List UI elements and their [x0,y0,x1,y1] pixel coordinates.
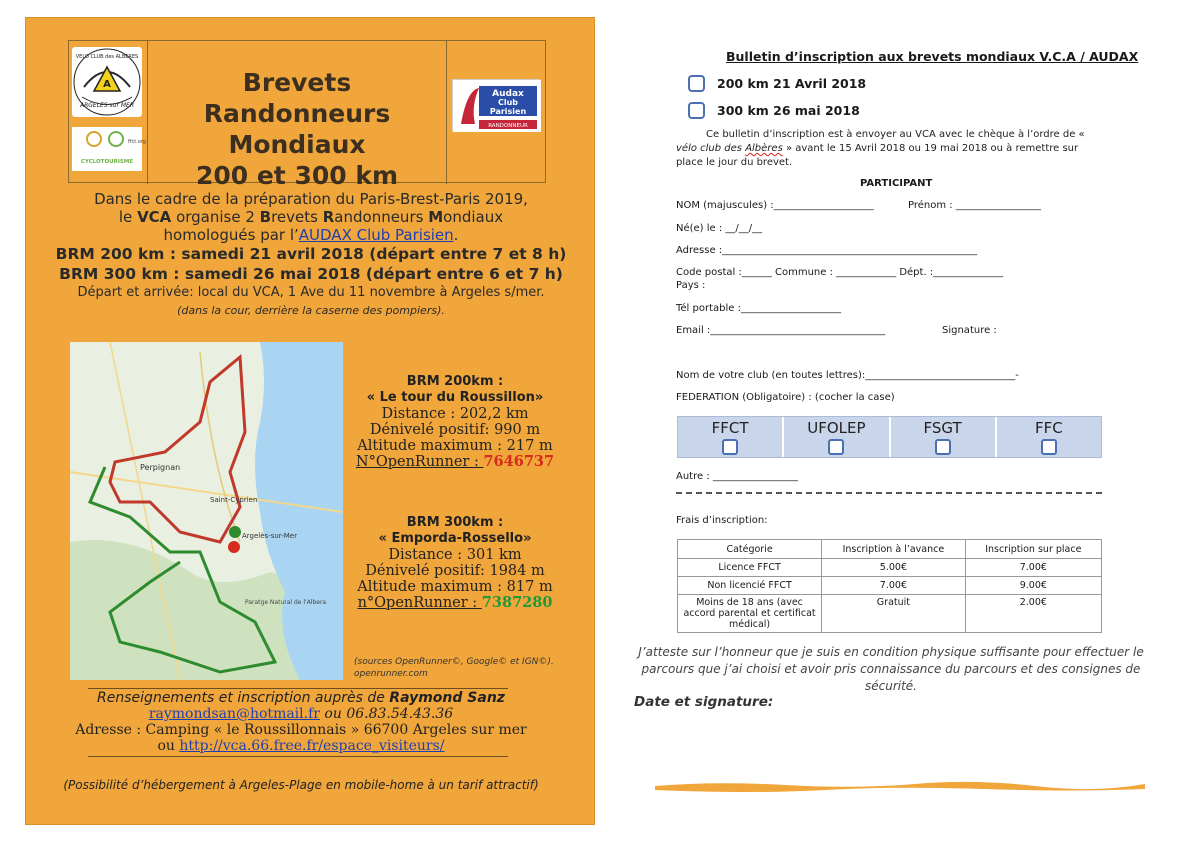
date-signature-label: Date et signature: [634,694,774,710]
route-map [70,342,343,680]
birthdate-field[interactable]: Né(e) le : __/__/__ [676,223,763,234]
form-title: Bulletin d’inscription aux brevets mondiaux V.C.A / AUDAX [726,49,1139,64]
svg-text:Parisien: Parisien [489,107,527,116]
address-field[interactable]: Adresse :___________________________________________________ [676,245,978,256]
route-name: « Le tour du Roussillon» [366,390,544,405]
route-distance: Distance : 202,2 km [381,406,529,422]
attestation-text: J’atteste sur l’honneur que je suis en condition physique suffisante pour effectuer le parcours que j’ai choisi et avoir pris connaissance du parcours et des consignes de sécurité. [638,645,1144,693]
intro-line: homologués par l’AUDAX Club Parisien. [163,226,459,244]
option-label: 300 km 26 mai 2018 [717,103,860,118]
federation-option[interactable] [678,417,784,457]
divider [88,688,508,689]
signature-label: Signature : [942,325,997,336]
title-line: Brevets [242,68,352,97]
audax-club-logo [452,79,540,131]
route-elevation: Dénivelé positif: 990 m [369,422,541,438]
contact-line: raymondsan@hotmail.fr ou 06.83.54.43.36 [148,706,454,722]
route-200-info [350,374,560,470]
contact-info [46,690,556,754]
fees-heading: Frais d’inscription: [676,515,768,526]
title-line: Randonneurs Mondiaux [203,99,391,159]
option-200km[interactable] [688,75,866,92]
checkbox-300km[interactable] [688,102,705,119]
table-row: Licence FFCT 5.00€ 7.00€ [678,559,1102,577]
federation-name: FFC [1035,419,1063,437]
column-header: Inscription à l’avance [822,540,965,559]
federation-name: UFOLEP [807,419,866,437]
svg-text:CYCLOTOURISME: CYCLOTOURISME [80,159,134,165]
start-location: Départ et arrivée: local du VCA, 1 Ave du 11 novembre à Argeles s/mer. [77,285,545,300]
name-field[interactable]: NOM (majuscules) :____________________ [676,200,874,211]
openrunner-link[interactable]: N°OpenRunner : 7646737 [355,453,555,470]
route-altitude: Altitude maximum : 217 m [357,438,553,454]
map-label: Paratge Natural de l'Albera [245,599,327,606]
divider [88,756,508,757]
club-field[interactable]: Nom de votre club (en toutes lettres):______________________________- [676,370,1019,381]
federation-option[interactable] [784,417,890,457]
svg-text:Audax: Audax [492,89,524,99]
route-title: BRM 200km : [406,374,504,389]
federation-choices [677,416,1102,458]
audax-link[interactable]: AUDAX Club Parisien [298,226,454,244]
flyer-title [148,67,446,191]
route-altitude: Altitude maximum : 817 m [357,579,553,595]
openrunner-link[interactable]: n°OpenRunner : 7387280 [357,594,553,611]
fees-table [677,539,1102,633]
svg-text:ARGELES sur MER: ARGELES sur MER [79,102,135,109]
phone-field[interactable]: Tél portable :____________________ [676,303,841,314]
svg-text:A: A [103,79,111,90]
decorative-brushstroke [655,778,1145,794]
federation-label: FEDERATION (Obligatoire) : (cocher la case) [676,392,895,403]
route-elevation: Dénivelé positif: 1984 m [365,563,545,579]
federation-name: FFCT [711,419,749,437]
federation-checkbox[interactable] [935,439,951,455]
other-federation-field[interactable]: Autre : _________________ [676,471,798,482]
divider [676,492,1102,494]
lodging-note: (Possibilité d’hébergement à Argeles-Plage en mobile-home à un tarif attractif) [63,778,539,792]
flyer-header [68,40,546,190]
vca-club-logo [72,47,142,117]
map-label: Argelès-sur-Mer [242,532,297,540]
table-header-row [678,540,1102,559]
route-300-info [350,515,560,611]
participant-heading: PARTICIPANT [860,178,933,189]
email-field[interactable]: Email :___________________________________ [676,325,886,336]
route-name: « Emporda-Rossello» [378,531,532,546]
registration-form [630,40,1150,830]
svg-text:Club: Club [497,98,519,107]
map-label: Perpignan [140,463,181,472]
table-row: Non licencié FFCT 7.00€ 9.00€ [678,577,1102,595]
table-row: Moins de 18 ans (avec accord parental et certificat médical) Gratuit 2.00€ [678,595,1102,633]
contact-address: Adresse : Camping « le Roussillonnais » 66700 Argeles sur mer [75,722,527,738]
contact-line: ou http://vca.66.free.fr/espace_visiteurs/ [157,738,445,754]
route-title: BRM 300km : [406,515,504,530]
intro-line: le VCA organise 2 Brevets Randonneurs Mondiaux [118,208,504,226]
federation-checkbox[interactable] [828,439,844,455]
svg-text:ffct.org: ffct.org [128,139,146,145]
route-distance: Distance : 301 km [388,547,522,563]
federation-checkbox[interactable] [1041,439,1057,455]
federation-option[interactable] [997,417,1101,457]
form-instruction: Ce bulletin d’inscription est à envoyer au VCA avec le chèque à l’ordre de « vélo club des Albères » avant le 15 Avril 2018 ou 19 mai 2018 ou à remettre sur place le jour du brevet. [676,129,1085,168]
postal-code-field[interactable]: Code postal :______ Commune : ____________ Dépt. :______________ [676,267,1004,278]
start-location-note: (dans la cour, derrière la caserne des pompiers). [177,304,445,317]
map-label: Saint-Cyprien [210,496,258,504]
map-sources: (sources OpenRunner©, Google© et IGN©). openrunner.com [354,657,554,679]
firstname-field[interactable]: Prénom : _________________ [908,200,1041,211]
intro-line: Dans le cadre de la préparation du Paris-Brest-Paris 2019, [94,190,528,208]
federation-checkbox[interactable] [722,439,738,455]
federation-option[interactable] [891,417,997,457]
event-flyer [25,17,595,825]
option-300km[interactable] [688,102,860,119]
checkbox-200km[interactable] [688,75,705,92]
contact-line: Renseignements et inscription auprès de Raymond Sanz [97,690,505,706]
svg-text:RANDONNEUR: RANDONNEUR [488,123,528,129]
title-line: 200 et 300 km [195,161,399,190]
header-divider [446,41,447,184]
column-header: Inscription sur place [965,540,1101,559]
option-label: 200 km 21 Avril 2018 [717,76,867,91]
flyer-intro [36,190,586,320]
website-link[interactable]: http://vca.66.free.fr/espace_visiteurs/ [179,738,445,754]
svg-text:VELO CLUB des ALBERES: VELO CLUB des ALBERES [75,54,139,60]
federation-name: FSGT [923,419,962,437]
brm300-date: BRM 300 km : samedi 26 mai 2018 (départ entre 6 et 7 h) [59,265,563,283]
ffct-logo [72,127,146,171]
brm200-date: BRM 200 km : samedi 21 avril 2018 (départ entre 7 et 8 h) [55,245,567,263]
country-field[interactable]: Pays : [676,280,706,291]
email-link[interactable]: raymondsan@hotmail.fr [148,706,320,722]
column-header: Catégorie [678,540,822,559]
